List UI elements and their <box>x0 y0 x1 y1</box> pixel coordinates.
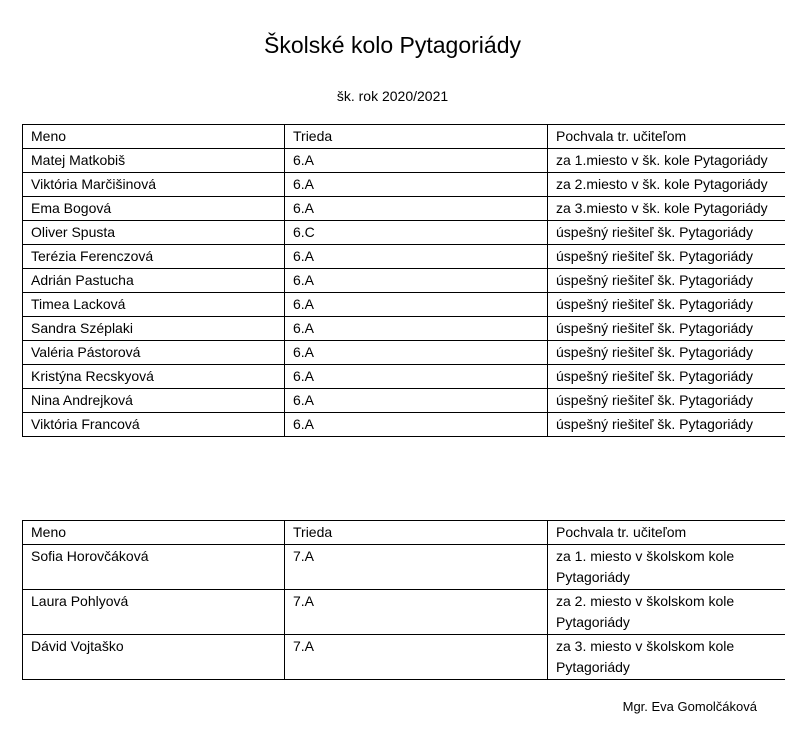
cell-class: 7.A <box>285 590 548 635</box>
cell-praise: úspešný riešiteľ šk. Pytagoriády <box>548 365 785 389</box>
header-cell-class: Trieda <box>285 521 548 545</box>
cell-class: 7.A <box>285 545 548 590</box>
table-row <box>23 197 785 221</box>
cell-praise: úspešný riešiteľ šk. Pytagoriády <box>548 317 785 341</box>
cell-class: 6.A <box>285 365 548 389</box>
table-row <box>23 590 785 635</box>
cell-class: 6.A <box>285 317 548 341</box>
cell-praise: úspešný riešiteľ šk. Pytagoriády <box>548 413 785 437</box>
cell-name: Matej Matkobiš <box>23 149 285 173</box>
cell-name: Oliver Spusta <box>23 221 285 245</box>
page-title: Školské kolo Pytagoriády <box>264 32 521 58</box>
header-cell-praise: Pochvala tr. učiteľom <box>548 125 785 149</box>
cell-name: Dávid Vojtaško <box>23 635 285 680</box>
cell-class: 6.A <box>285 269 548 293</box>
cell-name: Nina Andrejková <box>23 389 285 413</box>
cell-name: Ema Bogová <box>23 197 285 221</box>
cell-class: 6.A <box>285 149 548 173</box>
header-cell-name: Meno <box>23 521 285 545</box>
header-cell-class: Trieda <box>285 125 548 149</box>
cell-name: Laura Pohlyová <box>23 590 285 635</box>
cell-name: Terézia Ferenczová <box>23 245 285 269</box>
table-row <box>23 221 785 245</box>
cell-praise: úspešný riešiteľ šk. Pytagoriády <box>548 341 785 365</box>
cell-class: 6.A <box>285 293 548 317</box>
cell-praise: úspešný riešiteľ šk. Pytagoriády <box>548 221 785 245</box>
cell-praise: za 1.miesto v šk. kole Pytagoriády <box>548 149 785 173</box>
table-row <box>23 317 785 341</box>
table-row <box>23 269 785 293</box>
cell-class: 6.A <box>285 413 548 437</box>
table-row <box>23 545 785 590</box>
cell-class: 7.A <box>285 635 548 680</box>
table-header-row <box>23 125 785 149</box>
cell-praise: úspešný riešiteľ šk. Pytagoriády <box>548 389 785 413</box>
cell-class: 6.A <box>285 197 548 221</box>
table-row <box>23 173 785 197</box>
cell-class: 6.A <box>285 173 548 197</box>
cell-name: Kristýna Recskyová <box>23 365 285 389</box>
cell-praise: za 1. miesto v školskom kole Pytagoriády <box>548 545 785 590</box>
cell-class: 6.A <box>285 341 548 365</box>
table-row <box>23 293 785 317</box>
table-row <box>23 341 785 365</box>
cell-praise: úspešný riešiteľ šk. Pytagoriády <box>548 245 785 269</box>
cell-class: 6.A <box>285 389 548 413</box>
table-row <box>23 245 785 269</box>
cell-name: Adrián Pastucha <box>23 269 285 293</box>
table-row <box>23 413 785 437</box>
results-table-grade-6 <box>22 124 785 437</box>
signature: Mgr. Eva Gomolčáková <box>622 699 757 714</box>
cell-name: Viktória Marčišinová <box>23 173 285 197</box>
school-year: šk. rok 2020/2021 <box>336 88 449 104</box>
table-row <box>23 149 785 173</box>
table-row <box>23 365 785 389</box>
cell-name: Viktória Francová <box>23 413 285 437</box>
table-row <box>23 635 785 680</box>
results-table-grade-7 <box>22 520 785 680</box>
cell-name: Sofia Horovčáková <box>23 545 285 590</box>
cell-name: Timea Lacková <box>23 293 285 317</box>
cell-praise: za 3. miesto v školskom kole Pytagoriády <box>548 635 785 680</box>
cell-praise: úspešný riešiteľ šk. Pytagoriády <box>548 269 785 293</box>
table-header-row <box>23 521 785 545</box>
cell-class: 6.C <box>285 221 548 245</box>
cell-praise: úspešný riešiteľ šk. Pytagoriády <box>548 293 785 317</box>
cell-name: Sandra Széplaki <box>23 317 285 341</box>
cell-class: 6.A <box>285 245 548 269</box>
header-cell-name: Meno <box>23 125 285 149</box>
header-cell-praise: Pochvala tr. učiteľom <box>548 521 785 545</box>
cell-name: Valéria Pástorová <box>23 341 285 365</box>
cell-praise: za 2.miesto v šk. kole Pytagoriády <box>548 173 785 197</box>
table-row <box>23 389 785 413</box>
cell-praise: za 3.miesto v šk. kole Pytagoriády <box>548 197 785 221</box>
cell-praise: za 2. miesto v školskom kole Pytagoriády <box>548 590 785 635</box>
